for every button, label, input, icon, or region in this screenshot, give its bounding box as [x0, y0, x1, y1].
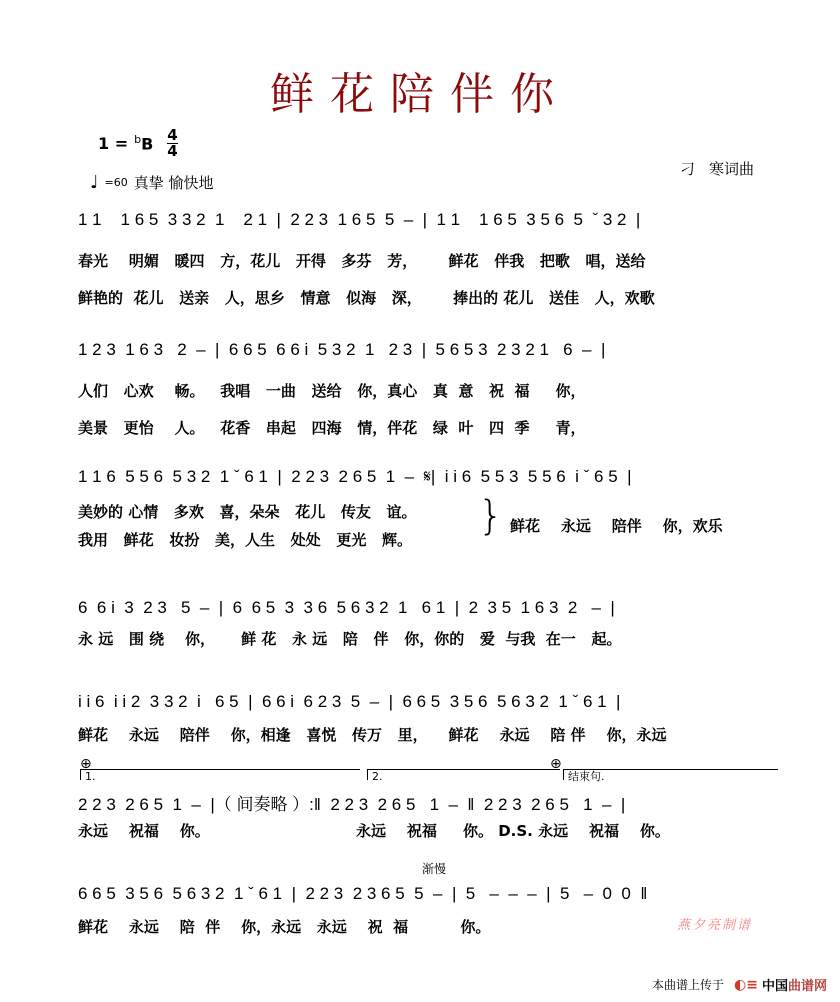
notes-row: i i 6 i i 2 3 3 2 i 6 5 | 6 6 i 6 2 3 5 – | 6 6 5 3 5 6 5 6 3 2 1 ˇ 6 1 | — [78, 692, 621, 711]
flat-icon: b — [134, 133, 142, 147]
lyric-verse-1: 永远 祝福 你。 永远 祝福 你。 D.S. 永远 祝福 你。 — [78, 822, 670, 840]
score-line-1 — [78, 210, 768, 310]
volta-ending-phrase: 结束句. — [563, 769, 778, 780]
time-bottom: 4 — [167, 142, 178, 160]
volta-second-ending: 2. — [367, 769, 560, 780]
ritardando-marking: 渐慢 — [422, 862, 447, 876]
lyric-merged: 鲜花 永远 陪伴 你，欢乐 — [510, 517, 723, 535]
coda-icon: ⊕ — [550, 756, 562, 772]
time-top: 4 — [167, 126, 178, 144]
notes-row: 1 1 6 5 5 6 5 3 2 1 ˇ 6 1 | 2 2 3 2 6 5 1 – 𝄋| i i 6 5 5 3 5 5 6 i ˇ 6 5 | — [78, 467, 632, 486]
lyric-verse-1: 春光 明媚 暖四 方，花儿 开得 多芬 芳， 鲜花 伴我 把歌 唱，送给 — [78, 252, 646, 270]
key-name: B — [141, 134, 154, 154]
composer-name-1: 刁 — [680, 160, 696, 178]
tempo-bpm: =60 — [104, 176, 128, 189]
site-logo-icon: ◐≡ — [734, 976, 758, 993]
score-line-7 — [78, 884, 768, 944]
site-name-cn: 中国 — [761, 979, 788, 994]
coda-icon: ⊕ — [80, 756, 92, 772]
lyric-verse-1: 人们 心欢 畅。 我唱 一曲 送给 你，真心 真 意 祝 福 你， — [78, 382, 586, 400]
brace-icon: } — [478, 493, 504, 539]
score-line-2 — [78, 340, 768, 440]
tempo-expression: 真挚 愉快地 — [133, 174, 214, 192]
upload-text: 本曲谱上传于 — [652, 978, 725, 992]
lyric-verse-2: 美景 更怡 人。 花香 串起 四海 情，伴花 绿 叶 四 季 青， — [78, 419, 586, 437]
key-prefix: 1 = — [98, 134, 129, 153]
footer-credit — [652, 975, 827, 994]
notes-row: 6 6 5 3 5 6 5 6 3 2 1 ˇ 6 1 | 2 2 3 2 3 6 5 5 – | 5 – – – | 5 – 0 0 ‖ — [78, 884, 648, 903]
song-title: 鲜花陪伴你 — [270, 69, 570, 120]
notes-row: 1 2 3 1 6 3 2 – | 6 6 5 6 6 i 5 3 2 1 2 3 | 5 6 5 3 2 3 2 1 6 – | — [78, 340, 606, 359]
score-line-4 — [78, 598, 768, 658]
lyric-verse-2: 我用 鲜花 妆扮 美，人生 处处 更光 辉。 — [78, 531, 413, 549]
notes-row: 2 2 3 2 6 5 1 – |（ 间奏略 ）:‖ 2 2 3 2 6 5 1 – ‖ 2 2 3 2 6 5 1 – | — [78, 795, 626, 814]
lyric-verse-1: 永 远 围 绕 你， 鲜 花 永 远 陪 伴 你，你的 爱 与我 在一 起。 — [78, 630, 622, 648]
arranger-watermark: 燕夕亮制谱 — [677, 918, 753, 933]
tempo-marking — [90, 172, 214, 193]
time-signature — [167, 128, 177, 159]
score-line-6 — [78, 790, 768, 850]
site-name-qu: 曲谱网 — [787, 979, 827, 994]
lyric-verse-1: 鲜花 永远 陪 伴 你，永远 永远 祝 福 你。 — [78, 918, 491, 936]
lyric-verse-1: 鲜花 永远 陪伴 你，相逢 喜悦 传万 里， 鲜花 永远 陪 伴 你，永远 — [78, 726, 667, 744]
score-line-5 — [78, 692, 768, 752]
notes-row: 1 1 1 6 5 3 3 2 1 2 1 | 2 2 3 1 6 5 5 – | 1 1 1 6 5 3 5 6 5 ˇ 3 2 | — [78, 210, 641, 229]
site-name[interactable] — [762, 975, 827, 994]
notes-row: 6 6 i 3 2 3 5 – | 6 6 5 3 3 6 5 6 3 2 1 6 1 | 2 3 5 1 6 3 2 – | — [78, 598, 615, 617]
composer-name-2: 寒词曲 — [709, 160, 755, 178]
lyric-verse-1: 美妙的 心情 多欢 喜，朵朵 花儿 传友 谊。 — [78, 503, 417, 521]
volta-first-ending: 1. — [80, 769, 360, 780]
score-line-3 — [78, 467, 768, 567]
composer-credit — [680, 158, 768, 179]
lyric-verse-2: 鲜艳的 花儿 送亲 人，思乡 情意 似海 深， 捧出的 花儿 送佳 人，欢歌 — [78, 289, 655, 307]
quarter-note-icon: ♩ — [90, 172, 99, 193]
key-signature — [98, 128, 178, 159]
